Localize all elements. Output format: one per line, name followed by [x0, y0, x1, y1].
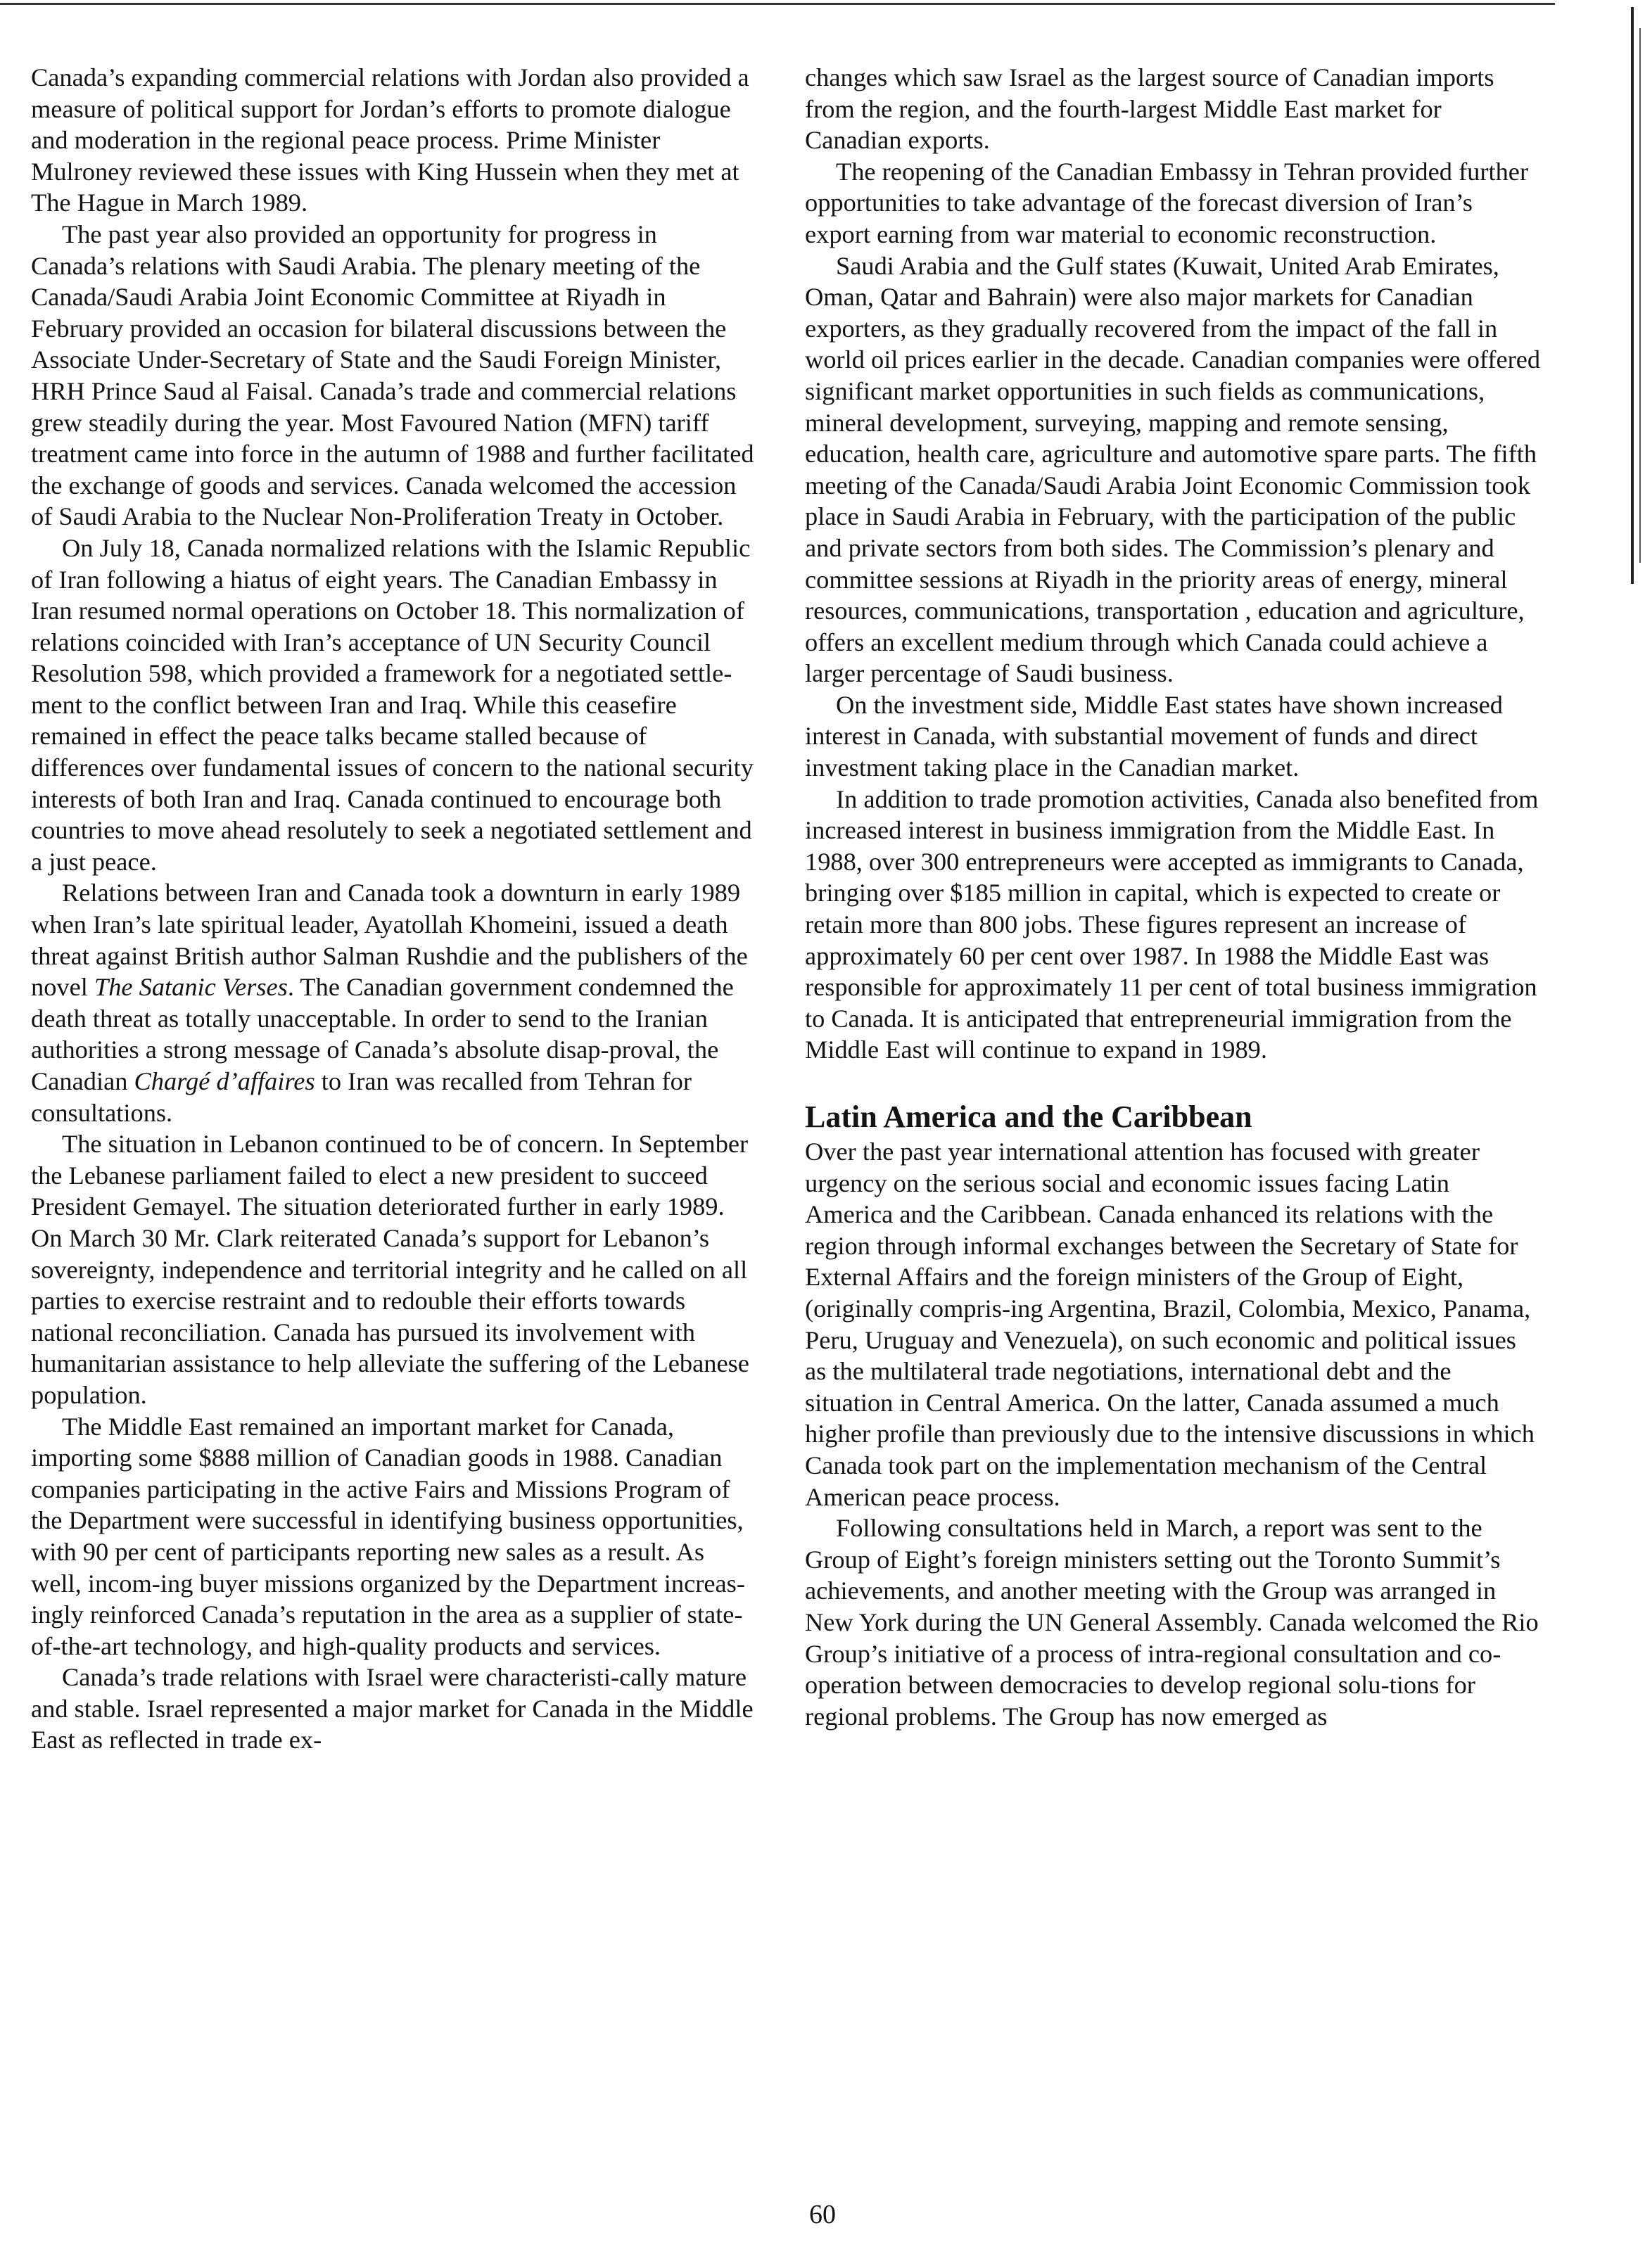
paragraph-saudi-arabia: The past year also provided an opportunity for progress in Canada’s relations with Saudi Arabia. The plenary meeting of the Canada/Saudi Arabia Joint Economic Committee at Riyadh in February provided an occasion for bilateral discussions between the Associate Under-Secretary of State and the Saudi Foreign Minister, HRH Prince Saud al Faisal. Canada’s trade and commercial relations grew steadily during the year. Most Favoured Nation (MFN) tariff treatment came into force in the autumn of 1988 and further facilitated the exchange of goods and services. Canada welcomed the accession of Saudi Arabia to the Nuclear Non-Proliferation Treaty in October.: [31, 219, 754, 531]
novel-title: The Satanic Verses: [94, 973, 288, 1002]
paragraph-gulf-states: Saudi Arabia and the Gulf states (Kuwait, United Arab Emirates, Oman, Qatar and Bahrain) were also major markets for Canadian exporters, as they gradually recovered from the impact of the fall in world oil prices earlier in the decade. Canadian companies were offered significant market opportunities in such fields as communications, mineral development, surveying, mapping and remote sensing, education, health care, agriculture and automotive spare parts. The fifth meeting of the Canada/Saudi Arabia Joint Economic Commission took place in Saudi Arabia in February, with the participation of the public and private sectors from both sides. The Commission’s plenary and committee sessions at Riyadh in the priority areas of energy, mineral resources, communications, transportation , education and agriculture, offers an excellent medium through which Canada could achieve a larger percentage of Saudi business.: [805, 251, 1541, 688]
paragraph-investment: On the investment side, Middle East states have shown increased interest in Canada, with substantial movement of funds and direct investment taking place in the Canadian market.: [805, 690, 1503, 782]
rushdie-text-before: Relations between Iran and Canada took a downturn in early 1989 when Iran’s late spiritual leader, Ayatollah Khomeini, issued a death threat against British author Salman Rushdie and the publishers of the novel: [31, 879, 748, 1002]
paragraph-middle-east-market: The Middle East remained an important market for Canada, importing some $888 million of Canadian goods in 1988. Canadian companies participating in the active Fairs and Missions Program of the Department were successful in identifying business opportunities, with 90 per cent of participants reporting new sales as a result. As well, incom-ing buyer missions organized by the Department increas-ingly reinforced Canada’s reputation in the area as a supplier of state-of-the-art technology, and high-quality products and services.: [31, 1412, 745, 1660]
paragraph-israel-continued: changes which saw Israel as the largest source of Canadian imports from the region, and the fourth-largest Middle East market for Canadian exports.: [805, 63, 1494, 155]
section-heading-latin-america: Latin America and the Caribbean: [805, 1100, 1252, 1134]
paragraph-jordan: Canada’s expanding commercial relations with Jordan also provided a measure of political support for Jordan’s efforts to promote dialogue and moderation in the regional peace process. Prime Minister Mulroney reviewed these issues with King Hussein when they met at The Hague in March 1989.: [31, 63, 749, 217]
charge-daffaires-title: Chargé d’affaires: [134, 1067, 315, 1095]
top-rule: [0, 3, 1555, 5]
paragraph-group-of-eight: Following consultations held in March, a report was sent to the Group of Eight’s foreign ministers setting out the Toronto Summit’s achievements, and another meeting with the Group was arranged in New York during the UN General Assembly. Canada welcomed the Rio Group’s initiative of a process of intra-regional consultation and co-operation between democracies to develop regional solu-tions for regional problems. The Group has now emerged as: [805, 1514, 1539, 1731]
paragraph-business-immigration: In addition to trade promotion activities, Canada also benefited from increased interest in business immigration from the Middle East. In 1988, over 300 entrepreneurs were accepted as immigrants to Canada, bringing over $185 million in capital, which is expected to create or retain more than 800 jobs. These figures represent an increase of approximately 60 per cent over 1987. In 1988 the Middle East was responsible for approximately 11 per cent of total business immigration to Canada. It is anticipated that entrepreneurial immigration from the Middle East will continue to expand in 1989.: [805, 784, 1539, 1064]
binding-edge-line: [1631, 7, 1634, 584]
paragraph-iran-rushdie: [31, 877, 754, 1128]
page-number: 60: [809, 2200, 836, 2229]
binding-edge-line-inner: [1639, 28, 1641, 563]
rushdie-text-middle: . The Canadian government condemned the death threat as totally unacceptable. In order to send to the Iranian authorities a strong message of Canada’s absolute disap-proval, the Canadian: [31, 973, 734, 1095]
paragraph-tehran-embassy: The reopening of the Canadian Embassy in Tehran provided further opportunities to take advantage of the forecast diversion of Iran’s export earning from war material to economic reconstruction.: [805, 157, 1529, 248]
paragraph-latin-america-intro: Over the past year international attention has focused with greater urgency on the serious social and economic issues facing Latin America and the Caribbean. Canada enhanced its relations with the region through informal exchanges between the Secretary of State for External Affairs and the foreign ministers of the Group of Eight, (originally compris-ing Argentina, Brazil, Colombia, Mexico, Panama, Peru, Uruguay and Venezuela), on such economic and political issues as the multilateral trade negotiations, international debt and the situation in Central America. On the latter, Canada assumed a much higher profile than previously due to the intensive discussions in which Canada took part on the implementation mechanism of the Central American peace process.: [805, 1138, 1535, 1511]
left-column: [31, 62, 754, 1756]
paragraph-lebanon: The situation in Lebanon continued to be of concern. In September the Lebanese parliament failed to elect a new president to succeed President Gemayel. The situation deteriorated further in early 1989. On March 30 Mr. Clark reiterated Canada’s support for Lebanon’s sovereignty, independence and territorial integrity and he called on all parties to exercise restraint and to redouble their efforts towards national reconciliation. Canada has pursued its involvement with humanitarian assistance to help alleviate the suffering of the Lebanese population.: [31, 1130, 749, 1409]
rushdie-text-after: to Iran was recalled from Tehran for consultations.: [31, 1067, 692, 1127]
paragraph-israel-trade: Canada’s trade relations with Israel were characteristi-cally mature and stable. Israel represented a major market for Canada in the Middle East as reflected in trade ex-: [31, 1663, 754, 1754]
right-column: [805, 62, 1541, 1732]
paragraph-iran-normalization: On July 18, Canada normalized relations with the Islamic Republic of Iran following a hiatus of eight years. The Canadian Embassy in Iran resumed normal operations on October 18. This normalization of relations coincided with Iran’s acceptance of UN Security Council Resolution 598, which provided a framework for a negotiated settle-ment to the conflict between Iran and Iraq. While this ceasefire remained in effect the peace talks became stalled because of differences over fundamental issues of concern to the national security interests of both Iran and Iraq. Canada continued to encourage both countries to move ahead resolutely to seek a negotiated settlement and a just peace.: [31, 533, 754, 876]
